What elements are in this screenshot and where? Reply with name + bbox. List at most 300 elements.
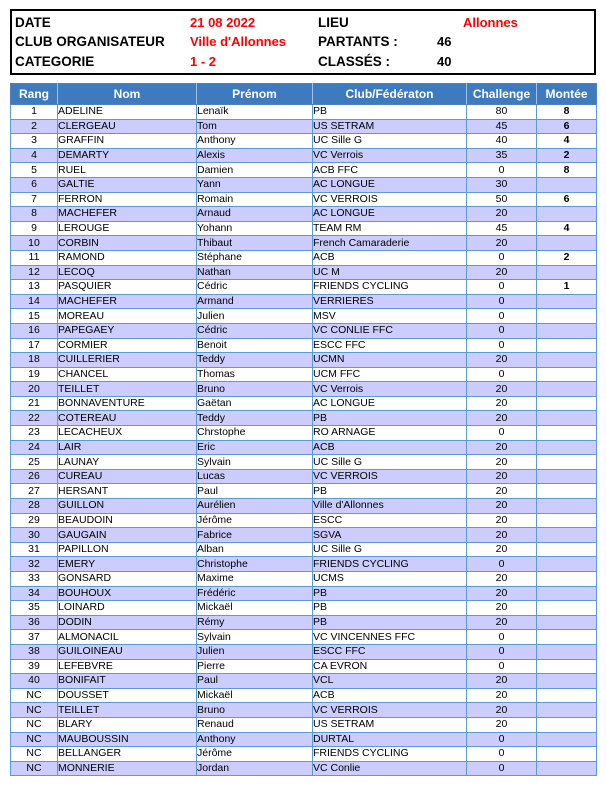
cell-montee (537, 353, 597, 368)
cell-montee (537, 382, 597, 397)
cell-prenom: Jérôme (197, 513, 313, 528)
classes-value: 40 (437, 53, 452, 69)
cell-challenge: 20 (467, 586, 537, 601)
cell-rang: 11 (11, 250, 58, 265)
cell-club: FRIENDS CYCLING (313, 280, 467, 295)
results-table-header (11, 84, 597, 105)
cell-rang: 38 (11, 644, 58, 659)
cell-montee (537, 717, 597, 732)
cell-club: AC LONGUE (313, 207, 467, 222)
cell-rang: 26 (11, 469, 58, 484)
table-row (11, 674, 597, 689)
cell-club: VC VERROIS (313, 192, 467, 207)
cell-prenom: Jérôme (197, 747, 313, 762)
cell-club: US SETRAM (313, 717, 467, 732)
cell-challenge: 80 (467, 105, 537, 120)
cell-prenom: Mickaël (197, 688, 313, 703)
classes-label: CLASSÉS : (318, 53, 391, 69)
cell-montee (537, 323, 597, 338)
cell-montee (537, 177, 597, 192)
cell-challenge: 20 (467, 411, 537, 426)
cell-prenom: Sylvain (197, 455, 313, 470)
cell-rang: 34 (11, 586, 58, 601)
cell-club: VC VERROIS (313, 703, 467, 718)
cell-montee: 4 (537, 221, 597, 236)
cell-prenom: Bruno (197, 382, 313, 397)
cell-challenge: 20 (467, 469, 537, 484)
cell-prenom: Paul (197, 484, 313, 499)
cell-challenge: 40 (467, 134, 537, 149)
results-table (10, 83, 597, 776)
cell-rang: 18 (11, 353, 58, 368)
cell-prenom: Mickaël (197, 601, 313, 616)
cell-challenge: 30 (467, 177, 537, 192)
cell-montee (537, 703, 597, 718)
cell-prenom: Anthony (197, 134, 313, 149)
date-value: 21 08 2022 (190, 15, 256, 31)
table-row (11, 557, 597, 572)
cell-nom: LEFEBVRE (58, 659, 197, 674)
cell-club: UC Sille G (313, 134, 467, 149)
cell-rang: NC (11, 747, 58, 762)
cell-challenge: 20 (467, 207, 537, 222)
cell-rang: 25 (11, 455, 58, 470)
cell-montee (537, 644, 597, 659)
table-row (11, 250, 597, 265)
cell-prenom: Benoit (197, 338, 313, 353)
cell-challenge: 20 (467, 440, 537, 455)
cell-montee: 1 (537, 280, 597, 295)
info-row-category (12, 52, 594, 71)
cell-montee (537, 761, 597, 776)
cell-rang: NC (11, 717, 58, 732)
cell-montee (537, 440, 597, 455)
cell-challenge: 20 (467, 382, 537, 397)
cell-nom: GAUGAIN (58, 528, 197, 543)
cell-nom: TEILLET (58, 703, 197, 718)
cell-prenom: Romain (197, 192, 313, 207)
cell-rang: 4 (11, 148, 58, 163)
table-row (11, 426, 597, 441)
lieu-label: LIEU (318, 15, 349, 31)
cell-montee: 8 (537, 163, 597, 178)
cell-nom: DODIN (58, 615, 197, 630)
cell-prenom: Sylvain (197, 630, 313, 645)
table-row (11, 703, 597, 718)
cell-challenge: 20 (467, 484, 537, 499)
cell-nom: CLERGEAU (58, 119, 197, 134)
cell-montee (537, 674, 597, 689)
cell-rang: 20 (11, 382, 58, 397)
cell-rang: 7 (11, 192, 58, 207)
cell-prenom: Alexis (197, 148, 313, 163)
table-row (11, 192, 597, 207)
cell-montee: 6 (537, 119, 597, 134)
table-row (11, 265, 597, 280)
cell-nom: CORMIER (58, 338, 197, 353)
cell-prenom: Paul (197, 674, 313, 689)
cell-prenom: Cédric (197, 323, 313, 338)
cell-montee (537, 484, 597, 499)
cell-nom: PAPILLON (58, 542, 197, 557)
cell-prenom: Nathan (197, 265, 313, 280)
cell-rang: 29 (11, 513, 58, 528)
cell-challenge: 20 (467, 353, 537, 368)
cell-rang: 35 (11, 601, 58, 616)
cell-nom: CUILLERIER (58, 353, 197, 368)
cell-challenge: 0 (467, 163, 537, 178)
cell-club: ACB (313, 688, 467, 703)
cell-club: FRIENDS CYCLING (313, 557, 467, 572)
cell-challenge: 0 (467, 367, 537, 382)
cell-montee: 8 (537, 105, 597, 120)
table-row (11, 469, 597, 484)
date-label: DATE (15, 15, 51, 31)
cell-challenge: 50 (467, 192, 537, 207)
cell-prenom: Bruno (197, 703, 313, 718)
column-header-nom: Nom (58, 84, 197, 105)
cell-montee (537, 265, 597, 280)
cell-rang: 24 (11, 440, 58, 455)
cell-challenge: 20 (467, 396, 537, 411)
table-row (11, 644, 597, 659)
cell-club: DURTAL (313, 732, 467, 747)
cell-challenge: 35 (467, 148, 537, 163)
cell-prenom: Thibaut (197, 236, 313, 251)
cell-prenom: Christophe (197, 557, 313, 572)
cell-prenom: Jordan (197, 761, 313, 776)
category-label: CATEGORIE (15, 53, 95, 69)
cell-club: UCM FFC (313, 367, 467, 382)
cell-montee (537, 557, 597, 572)
cell-nom: LAUNAY (58, 455, 197, 470)
cell-rang: 17 (11, 338, 58, 353)
cell-prenom: Teddy (197, 353, 313, 368)
cell-nom: HERSANT (58, 484, 197, 499)
cell-prenom: Chrstophe (197, 426, 313, 441)
cell-rang: 32 (11, 557, 58, 572)
cell-rang: 3 (11, 134, 58, 149)
cell-montee (537, 747, 597, 762)
cell-montee: 4 (537, 134, 597, 149)
cell-club: ESCC FFC (313, 338, 467, 353)
cell-nom: BOUHOUX (58, 586, 197, 601)
table-row (11, 761, 597, 776)
cell-prenom: Maxime (197, 572, 313, 587)
cell-club: UCMS (313, 572, 467, 587)
cell-club: UCMN (313, 353, 467, 368)
cell-montee (537, 236, 597, 251)
cell-montee: 2 (537, 148, 597, 163)
cell-challenge: 0 (467, 426, 537, 441)
cell-montee (537, 396, 597, 411)
table-row (11, 323, 597, 338)
cell-rang: NC (11, 761, 58, 776)
cell-prenom: Damien (197, 163, 313, 178)
cell-nom: CHANCEL (58, 367, 197, 382)
cell-nom: LECACHEUX (58, 426, 197, 441)
cell-club: VC CONLIE FFC (313, 323, 467, 338)
cell-rang: 40 (11, 674, 58, 689)
organizer-label: CLUB ORGANISATEUR (15, 34, 165, 50)
cell-challenge: 0 (467, 630, 537, 645)
cell-challenge: 0 (467, 747, 537, 762)
cell-club: PB (313, 615, 467, 630)
cell-club: SGVA (313, 528, 467, 543)
cell-nom: BEAUDOIN (58, 513, 197, 528)
cell-rang: 23 (11, 426, 58, 441)
cell-club: ACB FFC (313, 163, 467, 178)
cell-challenge: 0 (467, 644, 537, 659)
cell-club: PB (313, 484, 467, 499)
cell-nom: GUILOINEAU (58, 644, 197, 659)
table-row (11, 601, 597, 616)
table-row (11, 105, 597, 120)
table-row (11, 367, 597, 382)
cell-challenge: 20 (467, 542, 537, 557)
cell-rang: NC (11, 732, 58, 747)
cell-montee: 6 (537, 192, 597, 207)
cell-montee (537, 601, 597, 616)
cell-nom: MONNERIE (58, 761, 197, 776)
cell-prenom: Lucas (197, 469, 313, 484)
cell-club: RO ARNAGE (313, 426, 467, 441)
organizer-value: Ville d'Allonnes (190, 34, 287, 50)
cell-nom: MAUBOUSSIN (58, 732, 197, 747)
cell-club: ESCC FFC (313, 644, 467, 659)
cell-montee (537, 659, 597, 674)
cell-prenom: Lenaïk (197, 105, 313, 120)
cell-rang: 8 (11, 207, 58, 222)
cell-prenom: Thomas (197, 367, 313, 382)
cell-prenom: Renaud (197, 717, 313, 732)
table-row (11, 542, 597, 557)
table-row (11, 134, 597, 149)
race-info-panel (10, 9, 596, 75)
cell-rang: 21 (11, 396, 58, 411)
cell-challenge: 20 (467, 455, 537, 470)
cell-rang: 16 (11, 323, 58, 338)
cell-nom: BONNAVENTURE (58, 396, 197, 411)
cell-club: CA EVRON (313, 659, 467, 674)
cell-club: ESCC (313, 513, 467, 528)
column-header-challenge: Challenge (467, 84, 537, 105)
cell-montee (537, 688, 597, 703)
cell-challenge: 45 (467, 221, 537, 236)
cell-prenom: Yohann (197, 221, 313, 236)
cell-challenge: 0 (467, 659, 537, 674)
table-row (11, 294, 597, 309)
cell-montee (537, 455, 597, 470)
cell-prenom: Arnaud (197, 207, 313, 222)
table-row (11, 484, 597, 499)
cell-rang: 13 (11, 280, 58, 295)
cell-prenom: Julien (197, 309, 313, 324)
cell-challenge: 0 (467, 761, 537, 776)
info-row-date (12, 13, 594, 32)
cell-challenge: 0 (467, 338, 537, 353)
cell-nom: ALMONACIL (58, 630, 197, 645)
cell-nom: DEMARTY (58, 148, 197, 163)
column-header-prenom: Prénom (197, 84, 313, 105)
cell-nom: GALTIE (58, 177, 197, 192)
cell-challenge: 20 (467, 499, 537, 514)
cell-rang: 1 (11, 105, 58, 120)
cell-club: VERRIERES (313, 294, 467, 309)
cell-club: UC Sille G (313, 455, 467, 470)
cell-club: French Camaraderie (313, 236, 467, 251)
table-row (11, 717, 597, 732)
cell-club: VC Verrois (313, 148, 467, 163)
cell-challenge: 45 (467, 119, 537, 134)
table-row (11, 236, 597, 251)
cell-prenom: Eric (197, 440, 313, 455)
table-row (11, 572, 597, 587)
table-row (11, 163, 597, 178)
cell-challenge: 20 (467, 703, 537, 718)
cell-nom: TEILLET (58, 382, 197, 397)
cell-challenge: 20 (467, 688, 537, 703)
cell-prenom: Fabrice (197, 528, 313, 543)
cell-montee (537, 630, 597, 645)
cell-prenom: Anthony (197, 732, 313, 747)
cell-challenge: 0 (467, 732, 537, 747)
cell-nom: RUEL (58, 163, 197, 178)
column-header-montee: Montée (537, 84, 597, 105)
table-row (11, 177, 597, 192)
cell-prenom: Alban (197, 542, 313, 557)
cell-club: UC Sille G (313, 542, 467, 557)
cell-nom: MOREAU (58, 309, 197, 324)
cell-nom: LECOQ (58, 265, 197, 280)
partants-label: PARTANTS : (318, 34, 398, 50)
cell-challenge: 0 (467, 250, 537, 265)
cell-montee (537, 572, 597, 587)
cell-prenom: Rémy (197, 615, 313, 630)
cell-rang: 33 (11, 572, 58, 587)
cell-nom: ADELINE (58, 105, 197, 120)
cell-challenge: 20 (467, 528, 537, 543)
cell-prenom: Armand (197, 294, 313, 309)
cell-nom: GONSARD (58, 572, 197, 587)
cell-prenom: Yann (197, 177, 313, 192)
cell-rang: 14 (11, 294, 58, 309)
cell-rang: 12 (11, 265, 58, 280)
cell-challenge: 20 (467, 615, 537, 630)
cell-nom: RAMOND (58, 250, 197, 265)
cell-rang: 5 (11, 163, 58, 178)
cell-challenge: 20 (467, 674, 537, 689)
table-row (11, 148, 597, 163)
cell-prenom: Teddy (197, 411, 313, 426)
cell-club: VC VINCENNES FFC (313, 630, 467, 645)
cell-rang: 6 (11, 177, 58, 192)
cell-rang: 2 (11, 119, 58, 134)
cell-montee: 2 (537, 250, 597, 265)
cell-challenge: 0 (467, 294, 537, 309)
cell-challenge: 20 (467, 572, 537, 587)
cell-challenge: 20 (467, 717, 537, 732)
cell-nom: DOUSSET (58, 688, 197, 703)
cell-rang: NC (11, 688, 58, 703)
column-header-rang: Rang (11, 84, 58, 105)
cell-montee (537, 294, 597, 309)
table-row (11, 280, 597, 295)
cell-club: FRIENDS CYCLING (313, 747, 467, 762)
cell-rang: 9 (11, 221, 58, 236)
cell-nom: LAIR (58, 440, 197, 455)
table-row (11, 309, 597, 324)
cell-club: AC LONGUE (313, 396, 467, 411)
results-table-body (11, 105, 597, 776)
cell-prenom: Julien (197, 644, 313, 659)
cell-montee (537, 586, 597, 601)
cell-nom: PASQUIER (58, 280, 197, 295)
cell-club: VC VERROIS (313, 469, 467, 484)
cell-rang: 15 (11, 309, 58, 324)
cell-montee (537, 732, 597, 747)
cell-nom: CORBIN (58, 236, 197, 251)
cell-club: ACB (313, 440, 467, 455)
cell-club: US SETRAM (313, 119, 467, 134)
cell-montee (537, 469, 597, 484)
cell-club: PB (313, 586, 467, 601)
cell-nom: PAPEGAEY (58, 323, 197, 338)
cell-challenge: 20 (467, 513, 537, 528)
cell-rang: 39 (11, 659, 58, 674)
cell-prenom: Frédéric (197, 586, 313, 601)
cell-montee (537, 367, 597, 382)
cell-nom: BONIFAIT (58, 674, 197, 689)
table-row (11, 411, 597, 426)
table-row (11, 119, 597, 134)
table-row (11, 630, 597, 645)
partants-value: 46 (437, 34, 452, 50)
cell-montee (537, 513, 597, 528)
cell-nom: GUILLON (58, 499, 197, 514)
cell-rang: 10 (11, 236, 58, 251)
table-row (11, 338, 597, 353)
table-row (11, 499, 597, 514)
cell-prenom: Cédric (197, 280, 313, 295)
cell-club: VC Conlie (313, 761, 467, 776)
cell-nom: MACHEFER (58, 294, 197, 309)
cell-rang: 28 (11, 499, 58, 514)
table-row (11, 382, 597, 397)
table-row (11, 455, 597, 470)
table-row (11, 586, 597, 601)
category-value: 1 - 2 (190, 53, 217, 69)
cell-nom: CUREAU (58, 469, 197, 484)
cell-challenge: 0 (467, 323, 537, 338)
cell-rang: 37 (11, 630, 58, 645)
cell-rang: 19 (11, 367, 58, 382)
cell-club: TEAM RM (313, 221, 467, 236)
cell-prenom: Tom (197, 119, 313, 134)
cell-nom: MACHEFER (58, 207, 197, 222)
table-row (11, 659, 597, 674)
cell-rang: 31 (11, 542, 58, 557)
cell-club: Ville d'Allonnes (313, 499, 467, 514)
table-row (11, 732, 597, 747)
cell-rang: NC (11, 703, 58, 718)
cell-challenge: 20 (467, 236, 537, 251)
cell-nom: GRAFFIN (58, 134, 197, 149)
lieu-value: Allonnes (463, 15, 518, 31)
cell-montee (537, 426, 597, 441)
cell-prenom: Aurélien (197, 499, 313, 514)
cell-club: PB (313, 411, 467, 426)
